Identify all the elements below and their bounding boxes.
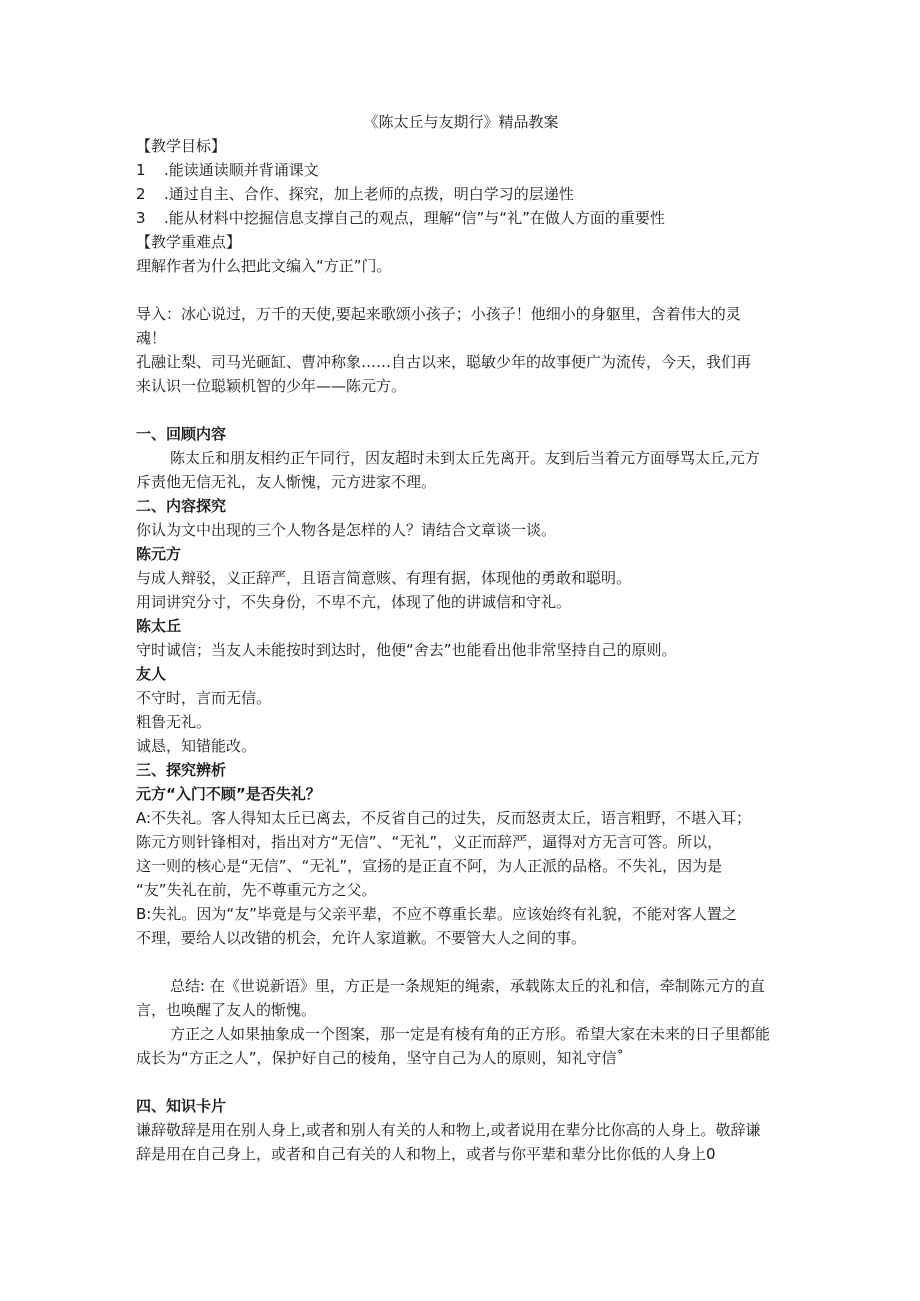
intro-line-2: 魂！ <box>136 329 167 347</box>
document-page <box>136 110 786 1166</box>
summary-line-1: 总结: 在《世说新语》里，方正是一条规矩的绳索，承载陈太丘的礼和信，牵制陈元方的直 <box>170 977 765 995</box>
section1-heading: 一、回顾内容 <box>136 425 227 443</box>
answer-a-line-3: 这一则的核心是“无信”、“无礼”，宣扬的是正直不阿，为人正派的品格。不失礼，因为是 <box>136 857 723 875</box>
intro-line-1: 导入：冰心说过，万千的天使,要起来歌颂小孩子；小孩子！他细小的身躯里，含着伟大的灵 <box>136 305 741 323</box>
summary-line-3: 方正之人如果抽象成一个图案，那一定是有棱有角的正方形。希望大家在未来的日子里都能 <box>170 1025 771 1043</box>
goal-text-1: .能读通读顺并背诵课文 <box>164 161 319 179</box>
section3-heading: 三、探究辨析 <box>136 761 227 779</box>
goal-number-1: 1 <box>136 161 146 179</box>
intro-line-3: 孔融让梨、司马光砸缸、曹冲称象……自古以来，聪敏少年的故事便广为流传，今天，我们再 <box>136 353 752 371</box>
difficulty-heading: 【教学重难点】 <box>136 233 242 251</box>
friend-line-1: 不守时，言而无信。 <box>136 689 272 707</box>
answer-a-line-2: 陈元方则针锋相对，指出对方“无信”、“无礼”，义正而辞严，逼得对方无言可答。所以， <box>136 833 723 851</box>
document-title: 《陈太丘与友期行》精品教案 <box>363 113 559 131</box>
goal-item-2 <box>136 182 786 206</box>
summary-line-2: 言，也唤醒了友人的惭愧。 <box>136 1001 317 1019</box>
section4-line-1: 谦辞敬辞是用在别人身上,或者和别人有关的人和物上,或者说用在辈分比你高的人身上。敬辞谦 <box>136 1121 761 1139</box>
goal-text-3: .能从材料中挖掘信息支撑自己的观点，理解“信”与“礼”在做人方面的重要性 <box>164 209 665 227</box>
answer-a-line-4: “友”失礼在前，先不尊重元方之父。 <box>136 881 377 899</box>
goal-number-2: 2 <box>136 185 146 203</box>
section1-line-1: 陈太丘和朋友相约正午同行，因友超时未到太丘先离开。友到后当着元方面辱骂太丘,元方 <box>170 449 760 467</box>
answer-a-line-1: A:不失礼。客人得知太丘已离去，不反省自己的过失，反而怒责太丘，语言粗野，不堪入耳； <box>136 809 752 827</box>
goals-heading: 【教学目标】 <box>136 137 227 155</box>
section1-line-2: 斥责他无信无礼，友人惭愧，元方进家不理。 <box>136 473 437 491</box>
chen-yuanfang-line-1: 与成人辩驳，义正辞严，且语言简意赅、有理有据，体现他的勇敢和聪明。 <box>136 569 632 587</box>
section4-heading: 四、知识卡片 <box>136 1097 227 1115</box>
chen-taiqiu-line-1: 守时诚信；当友人未能按时到达时，他便“舍去”也能看出他非常坚持自己的原则。 <box>136 641 677 659</box>
friend-line-2: 粗鲁无礼。 <box>136 713 212 731</box>
character-chen-taiqiu: 陈太丘 <box>136 617 182 635</box>
goal-item-3 <box>136 206 786 230</box>
character-friend: 友人 <box>136 665 167 683</box>
section2-question: 你认为文中出现的三个人物各是怎样的人？请结合文章谈一谈。 <box>136 521 557 539</box>
friend-line-3: 诚恳，知错能改。 <box>136 737 257 755</box>
section3-question: 元方“入门不顾”是否失礼？ <box>136 785 321 803</box>
chen-yuanfang-line-2: 用词讲究分寸，不失身份，不卑不亢，体现了他的讲诚信和守礼。 <box>136 593 572 611</box>
section4-line-2: 辞是用在自己身上，或者和自己有关的人和物上，或者与你平辈和辈分比你低的人身上0 <box>136 1145 716 1163</box>
intro-line-4: 来认识一位聪颖机智的少年——陈元方。 <box>136 377 407 395</box>
difficulty-text: 理解作者为什么把此文编入“方正”门。 <box>136 257 392 275</box>
summary-line-4: 成长为“方正之人”，保护好自己的棱角，坚守自己为人的原则，知礼守信˚ <box>136 1049 625 1067</box>
answer-b-line-1: B:失礼。因为“友”毕竟是与父亲平辈，不应不尊重长辈。应该始终有礼貌，不能对客人置之 <box>136 905 737 923</box>
answer-b-line-2: 不理，要给人以改错的机会，允许人家道歉。不要管大人之间的事。 <box>136 929 587 947</box>
goal-text-2: .通过自主、合作、探究，加上老师的点拨，明白学习的层递性 <box>164 185 574 203</box>
section2-heading: 二、内容探究 <box>136 497 227 515</box>
goal-item-1 <box>136 158 786 182</box>
character-chen-yuanfang: 陈元方 <box>136 545 182 563</box>
goal-number-3: 3 <box>136 209 146 227</box>
